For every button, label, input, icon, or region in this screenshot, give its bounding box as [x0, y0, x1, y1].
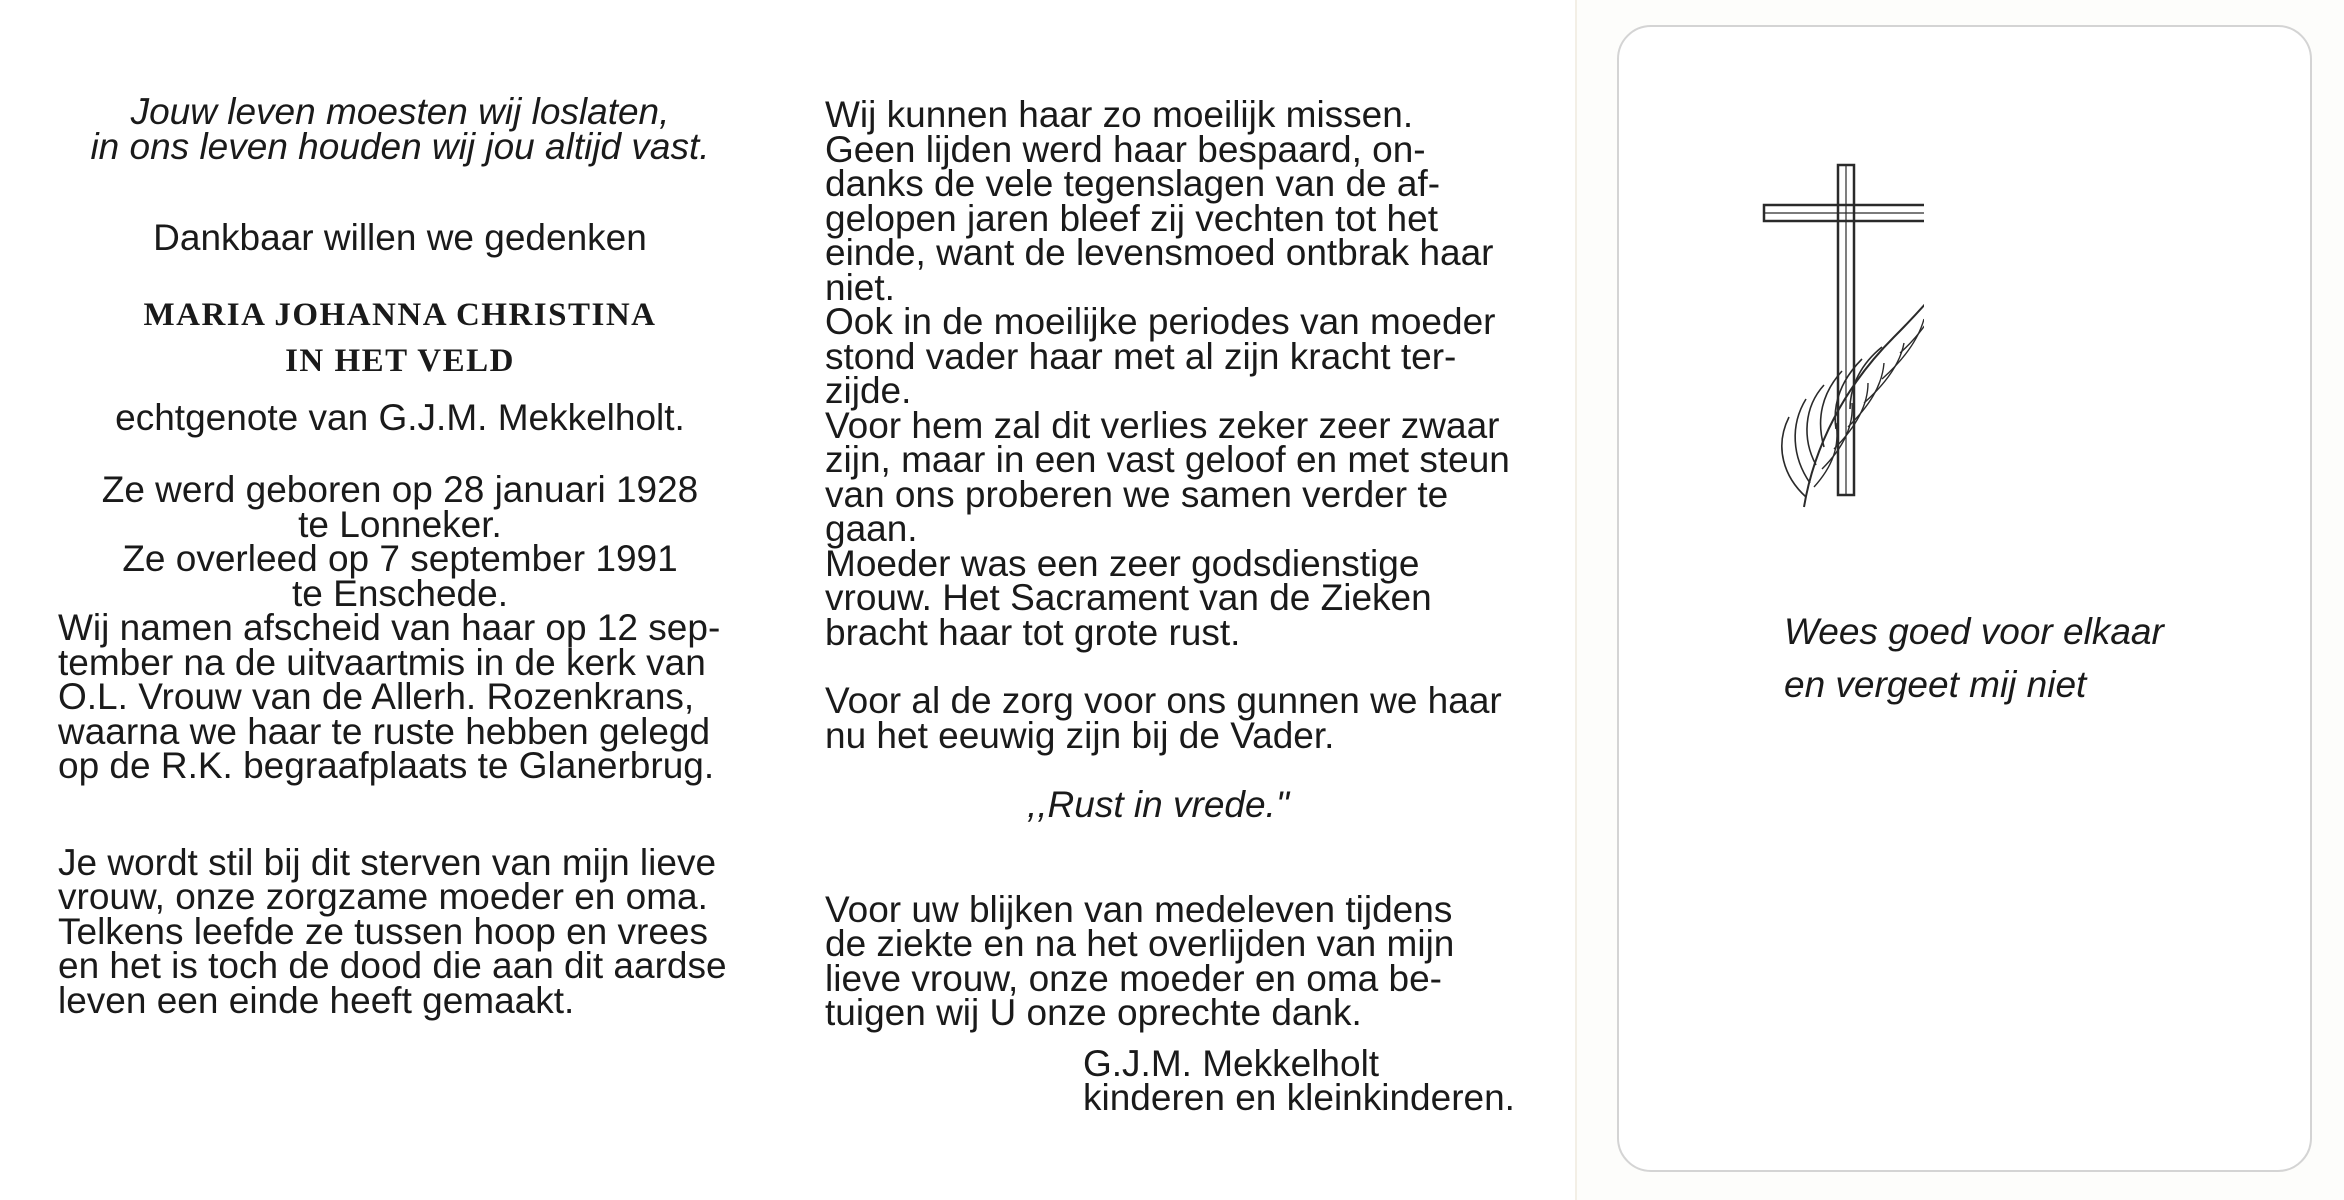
- deceased-name: [0, 298, 800, 379]
- farewell-paragraph: [58, 607, 758, 786]
- dates-line: te Enschede.: [292, 572, 508, 614]
- back-cover-line: Wees goed voor elkaar: [1784, 611, 2164, 652]
- paragraph-line: tuigen wij U onze oprechte dank.: [825, 992, 1362, 1033]
- cross-with-palm-branch-icon: [1744, 157, 1924, 517]
- paragraph-line: zijde.: [825, 370, 912, 411]
- life-dates: [0, 469, 800, 614]
- intro-text: Dankbaar willen we gedenken: [153, 217, 647, 258]
- motto-line: in ons leven houden wij jou altijd vast.: [90, 125, 710, 167]
- dates-line: te Lonneker.: [298, 503, 502, 545]
- paragraph-line: leven een einde heeft gemaakt.: [58, 979, 575, 1021]
- wish-paragraph: [825, 680, 1525, 756]
- card-frame: [1617, 25, 2312, 1172]
- paragraph-line: zijn, maar in een vast geloof en met steun: [825, 439, 1510, 480]
- name-line: IN HET VELD: [285, 343, 515, 379]
- motto: [0, 91, 800, 167]
- reflection-paragraph: [58, 841, 758, 1021]
- paragraph-line: bracht haar tot grote rust.: [825, 611, 1241, 653]
- dates-line: Ze overleed op 7 september 1991: [122, 538, 678, 579]
- dates-line: Ze werd geboren op 28 januari 1928: [101, 469, 699, 510]
- back-cover-line: en vergeet mij niet: [1784, 664, 2087, 705]
- paragraph-line: niet.: [825, 266, 895, 308]
- paragraph-line: waarna we haar te ruste hebben gelegd: [58, 710, 711, 752]
- middle-column: [825, 94, 1525, 1118]
- paragraph-line: Voor uw blijken van medeleven tijdens: [825, 888, 1453, 930]
- paragraph-line: de ziekte en na het overlijden van mijn: [825, 923, 1455, 964]
- signature: [1083, 1042, 1525, 1118]
- paragraph-line: Ook in de moeilijke periodes van moeder: [825, 301, 1496, 342]
- paragraph-line: vrouw. Het Sacrament van de Zieken: [825, 577, 1432, 618]
- left-column: [58, 91, 758, 1021]
- name-line: MARIA JOHANNA CHRISTINA: [143, 296, 657, 333]
- paragraph-line: gelopen jaren bleef zij vechten tot het: [825, 197, 1438, 239]
- paragraph-line: danks de vele tegenslagen van de af-: [825, 163, 1441, 204]
- paragraph-line: O.L. Vrouw van de Allerh. Rozenkrans,: [58, 676, 695, 717]
- paragraph-line: lieve vrouw, onze moeder en oma be-: [825, 957, 1443, 999]
- paragraph-line: stond vader haar met al zijn kracht ter-: [825, 335, 1457, 377]
- paragraph-line: Geen lijden werd haar bespaard, on-: [825, 128, 1426, 170]
- paragraph-line: van ons proberen we samen verder te: [825, 473, 1449, 515]
- paragraph-line: Moeder was een zeer godsdienstige: [825, 542, 1420, 584]
- signature-line: kinderen en kleinkinderen.: [1083, 1077, 1515, 1118]
- paragraph-line: einde, want de levensmoed ontbrak haar: [825, 232, 1494, 273]
- paragraph-line: Je wordt stil bij dit sterven van mijn lieve: [58, 841, 717, 883]
- paragraph-line: en het is toch de dood die aan dit aardse: [58, 945, 727, 986]
- motto-line: Jouw leven moesten wij loslaten,: [130, 91, 670, 132]
- paragraph-line: nu het eeuwig zijn bij de Vader.: [825, 714, 1335, 756]
- memory-paragraph: [825, 94, 1525, 653]
- paragraph-line: Voor hem zal dit verlies zeker zeer zwaar: [825, 404, 1500, 446]
- rest-in-peace-text: ,,Rust in vrede.": [1027, 784, 1289, 825]
- paragraph-line: op de R.K. begraafplaats te Glanerbrug.: [58, 745, 715, 786]
- thanks-paragraph: [825, 888, 1525, 1033]
- paragraph-line: Wij kunnen haar zo moeilijk missen.: [825, 94, 1414, 135]
- card-back-cover: [1577, 0, 2344, 1200]
- paragraph-line: Voor al de zorg voor ons gunnen we haar: [825, 680, 1502, 721]
- paragraph-line: Telkens leefde ze tussen hoop en vrees: [58, 910, 708, 952]
- paragraph-line: Wij namen afscheid van haar op 12 sep-: [58, 607, 721, 648]
- paragraph-line: vrouw, onze zorgzame moeder en oma.: [58, 876, 708, 917]
- paragraph-line: gaan.: [825, 508, 918, 549]
- signature-line: G.J.M. Mekkelholt: [1083, 1042, 1380, 1084]
- spouse-text: echtgenote van G.J.M. Mekkelholt.: [115, 396, 685, 438]
- paragraph-line: tember na de uitvaartmis in de kerk van: [58, 641, 706, 683]
